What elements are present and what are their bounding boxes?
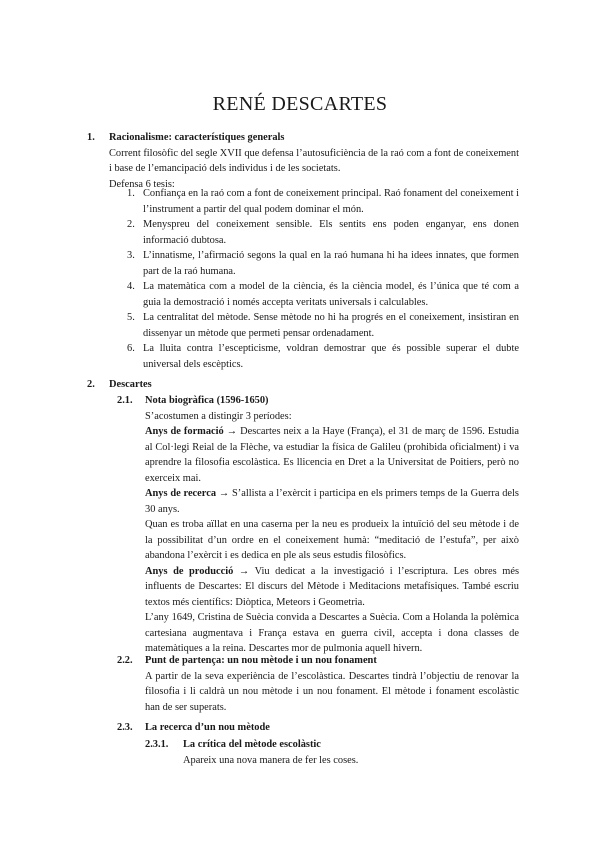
thesis-item [127, 341, 519, 372]
period-research-text: → S’allista a l’exèrcit i participa en els primers temps de la Guerra dels 30 anys. [145, 488, 519, 515]
thesis-item-text: La matemàtica com a model de la ciència, és la ciència model, és l’única que té com a guia la demostració i només accepta veritats universals i calculables. [143, 281, 519, 308]
section-2-1-number: 2.1. [117, 395, 133, 406]
section-2-2-heading: Punt de partença: un nou mètode i un nou fonament [145, 655, 377, 666]
thesis-item-text: La lluita contra l’escepticisme, voldran demostrar que és possible superar el dubte universal dels escèptics. [143, 343, 519, 370]
thesis-item-text: Confiança en la raó com a font de coneixement principal. Raó fonament del coneixement i l’instrument a partir del qual podem dominar el món. [143, 188, 519, 215]
section-2-3-number: 2.3. [117, 722, 133, 733]
sweden-paragraph: L’any 1649, Cristina de Suècia convida a Descartes a Suècia. Com a Holanda la polèmica cartesiana augmentava i França estava en guerra civil, accepta i dona classes de matemàtiques a la reina. Descartes mor de pulmonia aquell hivern. [145, 612, 519, 654]
thesis-item-text: Menyspreu del coneixement sensible. Els sentits ens poden enganyar, ens donen informació dubtosa. [143, 219, 519, 246]
stove-meditation-paragraph: Quan es troba aïllat en una caserna per la neu es produeix la intuïció del seu mètode i de la possibilitat d’un ordre en el coneixement humà: “meditació de l’estufa”, per això abandona l’exèrcit i es dedica en ple als seus estudis filosòfics. [145, 519, 519, 561]
period-production [145, 564, 519, 611]
thesis-item-number: 1. [127, 188, 135, 199]
thesis-item [127, 310, 519, 341]
section-2-3-1-number: 2.3.1. [145, 739, 169, 750]
period-production-label: Anys de producció [145, 565, 234, 577]
thesis-item-number: 2. [127, 219, 135, 230]
section-1 [109, 130, 519, 192]
section-2-3-1 [183, 737, 519, 768]
period-formation-text: → Descartes neix a la Haye (França), el 31 de març de 1596. Estudia al Col·legi Reial de la Flèche, va estudiar la física de Galileu (prohibida oficialment) i va aprendre la filosofia escolàstica. Es llicencia en Dret a la Universitat de Poitiers, però no exerceix mai. [145, 426, 520, 484]
section-2-2-number: 2.2. [117, 655, 133, 666]
section-1-heading: Racionalisme: característiques generals [109, 132, 285, 143]
thesis-item [127, 279, 519, 310]
thesis-item [127, 248, 519, 279]
thesis-item-text: La centralitat del mètode. Sense mètode no hi ha progrés en el coneixement, insistiran en dissenyar un mètode que permeti pensar ordenadament. [143, 312, 519, 339]
section-2-3-heading: La recerca d’un nou mètode [145, 722, 270, 733]
period-research [145, 486, 519, 517]
section-2-1 [145, 393, 519, 657]
section-2-heading: Descartes [109, 379, 152, 390]
thesis-item [127, 217, 519, 248]
section-1-intro: Corrent filosòfic del segle XVII que defensa l’autosuficiència de la raó com a font de coneixement i base de l’emancipació dels individus i de les societats. [109, 147, 519, 174]
thesis-item-number: 5. [127, 312, 135, 323]
period-research-label: Anys de recerca [145, 488, 217, 499]
section-2-2 [145, 653, 519, 715]
thesis-item-number: 3. [127, 250, 135, 261]
thesis-label: Defensa 6 tesis: [109, 178, 175, 190]
thesis-item-number: 4. [127, 281, 135, 292]
section-2-3-1-heading: La crítica del mètode escolàstic [183, 739, 321, 750]
periods-intro: S’acostumen a distingir 3 períodes: [145, 410, 292, 422]
section-2-1-heading: Nota biogràfica (1596-1650) [145, 395, 269, 406]
period-formation-label: Anys de formació [145, 426, 224, 437]
section-1-number: 1. [87, 132, 95, 143]
section-2-number: 2. [87, 379, 95, 390]
thesis-item-text: L’innatisme, l’afirmació segons la qual en la raó humana hi ha idees innates, que formen part de la raó humana. [143, 250, 519, 277]
section-2-3-1-text: Apareix una nova manera de fer les coses. [183, 754, 359, 766]
section-2-2-text: A partir de la seva experiència de l’escolàstica. Descartes tindrà l’objectiu de renovar la filosofia i li caldrà un nou mètode i un nou fonament. El mètode i fonament escolàstic han de ser superats. [145, 670, 519, 713]
period-production-text: → Viu dedicat a la investigació i l’escriptura. Les obres més influents de Descartes: El discurs del Mètode i Meditacions metafísiques. També escriu textos més científics: Diòptica, Meteors i Geometria. [145, 565, 519, 608]
thesis-item [127, 186, 519, 217]
thesis-item-number: 6. [127, 343, 135, 354]
period-formation [145, 424, 519, 486]
thesis-list [127, 186, 519, 372]
page-title: RENÉ DESCARTES [212, 93, 388, 115]
